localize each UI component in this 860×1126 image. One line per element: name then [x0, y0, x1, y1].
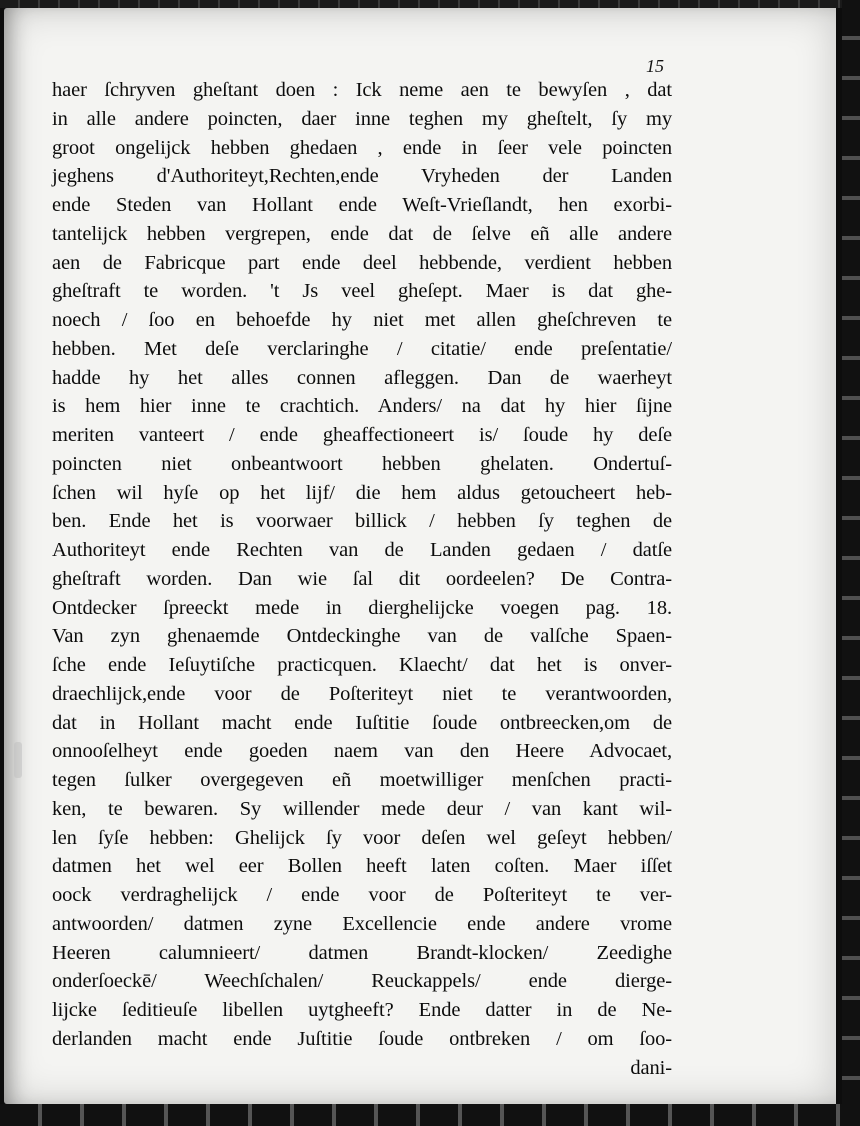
text-line: onderſoeckē/ Weechſchalen/ Reuckappels/ ende dierge- — [52, 970, 672, 993]
text-line: dat in Hollant macht ende Iuſtitie ſoude ontbreecken,om de — [52, 711, 672, 734]
text-line: oock verdraghelijck / ende voor de Poſteriteyt te ver- — [52, 884, 672, 906]
text-line: haer ſchryven gheſtant doen : Ick neme aen te bewyſen , dat — [52, 79, 672, 101]
text-line: meriten vanteert / ende gheaffectioneert is/ ſoude hy deſe — [52, 424, 672, 446]
text-line: draechlijck,ende voor de Poſteriteyt niet te verantwoorden, — [52, 682, 672, 705]
text-line: hebben. Met deſe verclaringhe / citatie/ ende preſentatie/ — [52, 337, 672, 360]
text-line: Heeren calumnieert/ datmen Brandt-klocken/ Zeedighe — [52, 941, 672, 964]
text-line: groot ongelijck hebben ghedaen , ende in ſeer vele poincten — [52, 136, 672, 159]
text-line: in alle andere poincten, daer inne teghen my gheſtelt, ſy my — [52, 107, 672, 130]
scanner-ruler-top — [0, 0, 860, 8]
scanner-ruler-bottom — [0, 1104, 860, 1126]
text-line: ende Steden van Hollant ende Weſt-Vrieſlandt, hen exorbi- — [52, 194, 672, 216]
text-line: antwoorden/ datmen zyne Excellencie ende andere vrome — [52, 912, 672, 935]
text-line: ken, te bewaren. Sy willender mede deur / van kant wil- — [52, 797, 672, 820]
book-page — [4, 8, 836, 1104]
text-line: lijcke ſeditieuſe libellen uytgheeft? Ende datter in de Ne- — [52, 999, 672, 1021]
body-text — [52, 76, 672, 1082]
text-line: derlanden macht ende Juſtitie ſoude ontbreken / om ſoo- — [52, 1027, 672, 1050]
text-line: ſchen wil hyſe op het lijf/ die hem aldus getoucheert heb- — [52, 481, 672, 504]
text-line: Ontdecker ſpreeckt mede in dierghelijcke voegen pag. 18. — [52, 596, 672, 619]
catchword: dani- — [630, 1056, 672, 1079]
text-line: noech / ſoo en behoefde hy niet met allen gheſchreven te — [52, 309, 672, 331]
text-line: Van zyn ghenaemde Ontdeckinghe van de valſche Spaen- — [52, 625, 672, 648]
text-line: poincten niet onbeantwoort hebben ghelaten. Ondertuſ- — [52, 452, 672, 475]
text-line: aen de Fabricque part ende deel hebbende, verdient hebben — [52, 251, 672, 274]
text-line: tantelijck hebben vergrepen, ende dat de ſelve eñ alle andere — [52, 222, 672, 245]
text-line: datmen het wel eer Bollen heeft laten coſten. Maer iſſet — [52, 855, 672, 878]
text-line: is hem hier inne te crachtich. Anders/ na dat hy hier ſijne — [52, 395, 672, 418]
text-line: gheſtraft te worden. 't Js veel gheſept. Maer is dat ghe- — [52, 280, 672, 303]
text-line: hadde hy het alles connen afleggen. Dan de waerheyt — [52, 366, 672, 389]
text-line: Authoriteyt ende Rechten van de Landen gedaen / datſe — [52, 539, 672, 561]
text-line: ben. Ende het is voorwaer billick / hebben ſy teghen de — [52, 510, 672, 533]
text-line: ſche ende Ieſuytiſche practicquen. Klaecht/ dat het is onver- — [52, 654, 672, 676]
text-line: jeghens d'Authoriteyt,Rechten,ende Vryheden der Landen — [52, 165, 672, 188]
page-number: 15 — [646, 56, 664, 76]
binding-shadow-mark — [14, 742, 22, 778]
text-line: onnooſelheyt ende goeden naem van den Heere Advocaet, — [52, 740, 672, 763]
text-line: tegen ſulker overgegeven eñ moetwilliger menſchen practi- — [52, 769, 672, 791]
text-line: len ſyſe hebben: Ghelijck ſy voor deſen wel geſeyt hebben/ — [52, 826, 672, 849]
scanner-ruler-right — [842, 0, 860, 1126]
text-line: gheſtraft worden. Dan wie ſal dit oordeelen? De Contra- — [52, 567, 672, 590]
